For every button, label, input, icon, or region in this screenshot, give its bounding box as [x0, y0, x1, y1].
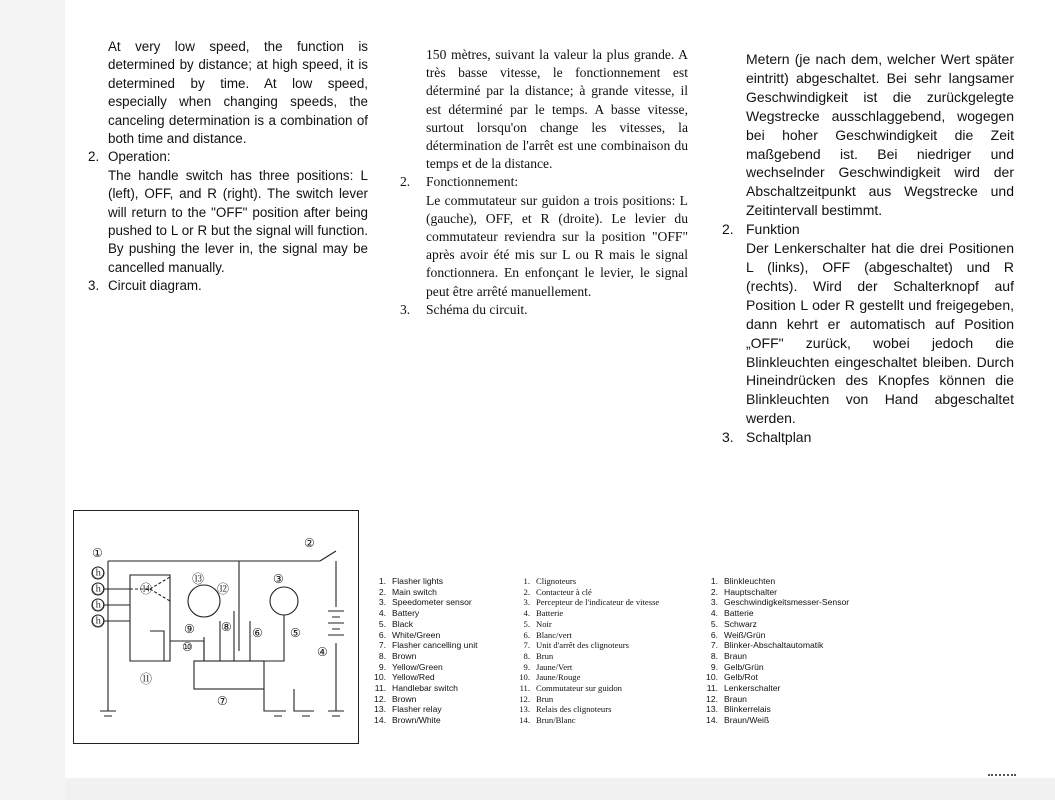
- callout-13: ⑬: [192, 572, 205, 586]
- legend-list: [512, 576, 659, 726]
- legend-text: Brun/Blanc: [536, 715, 576, 726]
- legend-item: [700, 672, 849, 683]
- item-number: 3.: [88, 278, 100, 294]
- legend-number: 9.: [523, 661, 530, 672]
- legend-number: 3.: [523, 597, 530, 608]
- legend-number: 11.: [706, 683, 718, 694]
- legend-item: [368, 662, 478, 673]
- legend-number: 3.: [710, 597, 718, 608]
- legend-item: [368, 619, 478, 630]
- battery-symbol: [328, 611, 344, 635]
- item-number: 2.: [722, 221, 734, 238]
- item-number: 3.: [400, 301, 411, 317]
- legend-number: 11.: [374, 683, 386, 694]
- english-item-circuit: [88, 277, 368, 295]
- legend-text: White/Green: [392, 629, 441, 640]
- legend-item: [700, 694, 849, 705]
- legend-number: 10.: [374, 672, 386, 683]
- legend-number: 2.: [378, 586, 386, 597]
- callout-7: ⑦: [217, 694, 228, 708]
- legend-text: Blinkleuchten: [724, 576, 776, 586]
- german-item-operation: [722, 220, 1014, 428]
- callout-2: ②: [304, 536, 315, 550]
- legend-item: [512, 597, 659, 608]
- legend-number: 1.: [710, 576, 718, 586]
- legend-text: Percepteur de l'indicateur de vitesse: [536, 597, 660, 608]
- item-body: Le commutateur sur guidon a trois positions: L (gauche), OFF, et R (droite). Le levier du commutateur reviendra sur la position "OFF" après avoir été mis sur L ou R mais le signal fonctionnera. En enfonçant le levier, le signal peut être arrêté manuellement.: [426, 192, 688, 299]
- legend-number: 9.: [710, 661, 718, 672]
- legend-text: Gelb/Rot: [724, 672, 758, 683]
- german-intro: Metern (je nach dem, welcher Wert später eintritt) abgeschaltet. Bei sehr langsamer Geschwindigkeit ist die zurückgelegte Wegstrecke ausschlaggebend, wogegen bei hoher Geschwindigkeit die Zeit maßgebend ist. Bei niedriger und wechselnder Geschwindigkeit wird der Abschaltzeitpunkt aus Wegstrecke und Zeitintervall bestimmt.: [746, 51, 1014, 219]
- legend-item: [700, 651, 849, 662]
- cancelling-unit-wires: [204, 611, 284, 661]
- legend-item: [368, 704, 478, 715]
- circuit-diagram: [73, 510, 359, 744]
- legend-item: [700, 662, 849, 673]
- english-item-operation: [88, 148, 368, 277]
- legend-text: Brown/White: [392, 715, 441, 726]
- english-intro: At very low speed, the function is determined by distance; at high speed, it is determined by time. At low speed, especially when changing speeds, the canceling determination is a combination of both time and distance.: [108, 39, 368, 147]
- legend-number: 1.: [523, 576, 530, 586]
- legend-number: 14.: [519, 715, 530, 726]
- french-intro: 150 mètres, suivant la valeur la plus grande. A très basse vitesse, le fonctionnement est déterminé par la distance; à grande vitesse, il est déterminé par le temps. A basse vitesse, surtout lorsqu'on change les vitesses, la détermination de l'arrêt est une combinaison du temps et de la distance.: [426, 47, 688, 172]
- legend-number: 14.: [706, 715, 718, 726]
- legend-item: [512, 608, 659, 619]
- legend-item: [512, 651, 659, 662]
- legend-text: Yellow/Red: [392, 672, 435, 683]
- legend-text: Noir: [536, 618, 552, 629]
- callout-1: ①: [92, 546, 103, 560]
- legend-item: [700, 704, 849, 715]
- french-item-operation: [400, 173, 688, 300]
- legend-item: [700, 597, 849, 608]
- legend-text: Speedometer sensor: [392, 597, 472, 608]
- legend-item: [700, 587, 849, 598]
- main-switch-contact: [320, 551, 336, 561]
- legend-number: 4.: [710, 608, 718, 619]
- lamp-symbol: ⓗ: [92, 582, 105, 596]
- legend-number: 11.: [519, 683, 530, 694]
- scan-bottom-strip: [65, 778, 1055, 800]
- legend-item: [368, 576, 478, 587]
- legend-item: [368, 683, 478, 694]
- legend-number: 4.: [378, 608, 386, 619]
- legend-number: 14.: [374, 715, 386, 726]
- legend-item: [368, 587, 478, 598]
- item-number: 2.: [88, 149, 100, 165]
- legend-number: 6.: [523, 629, 530, 640]
- legend-number: 5.: [523, 618, 530, 629]
- legend-number: 12.: [706, 693, 718, 704]
- legend-item: [700, 640, 849, 651]
- callout-5: ⑤: [290, 626, 301, 640]
- lamp-symbol: ⓗ: [92, 598, 105, 612]
- legend-text: Flasher lights: [392, 576, 444, 586]
- legend-text: Flasher cancelling unit: [392, 640, 478, 651]
- legend-item: [368, 672, 478, 683]
- legend-text: Jaune/Vert: [536, 661, 573, 672]
- legend-text: Braun/Weiß: [724, 715, 770, 726]
- circuit-diagram-svg: [74, 511, 358, 743]
- item-title: Funktion: [746, 221, 800, 238]
- callout-3: ③: [273, 572, 284, 586]
- legend-item: [512, 640, 659, 651]
- legend-text: Hauptschalter: [724, 586, 778, 597]
- legend-item: [512, 576, 659, 587]
- legend-french: [512, 576, 659, 726]
- callout-8: ⑧: [221, 620, 232, 634]
- legend-text: Lenkerschalter: [724, 683, 781, 694]
- item-title: Circuit diagram.: [108, 278, 202, 294]
- legend-text: Batterie: [536, 608, 564, 619]
- ground-symbol: [270, 711, 286, 716]
- legend-number: 5.: [378, 618, 386, 629]
- legend-text: Braun: [724, 693, 747, 704]
- legend-text: Main switch: [392, 586, 437, 597]
- item-title: Schéma du circuit.: [426, 301, 528, 317]
- legend-item: [368, 715, 478, 726]
- french-column: [400, 46, 688, 319]
- legend-item: [700, 715, 849, 726]
- legend-text: Unit d'arrêt des clignoteurs: [536, 640, 629, 651]
- item-title: Fonctionnement:: [426, 174, 519, 190]
- lamp-symbol: ⓗ: [92, 566, 105, 580]
- legend-german: [700, 576, 849, 726]
- legend-number: 10.: [519, 672, 530, 683]
- legend-text: Batterie: [724, 608, 754, 619]
- callout-12: ⑫: [217, 582, 230, 596]
- legend-text: Brown: [392, 693, 417, 704]
- legend-item: [700, 576, 849, 587]
- legend-text: Yellow/Green: [392, 661, 443, 672]
- legend-number: 12.: [519, 693, 530, 704]
- legend-text: Geschwindigkeitsmesser-Sensor: [724, 597, 850, 608]
- ground-symbol: [328, 711, 344, 716]
- callout-14: ⑭: [140, 582, 153, 596]
- german-column: [722, 50, 1014, 447]
- legend-text: Blinkerrelais: [724, 704, 771, 715]
- legend-list: [368, 576, 478, 726]
- legend-item: [368, 694, 478, 705]
- legend-item: [368, 608, 478, 619]
- callout-4: ④: [317, 645, 328, 659]
- legend-text: Blinker-Abschaltautomatik: [724, 640, 824, 651]
- legend-text: Relais des clignoteurs: [536, 704, 612, 715]
- ground-symbol: [298, 711, 314, 716]
- item-body: Der Lenkerschalter hat die drei Positionen L (links), OFF (abgeschaltet) und R (rechts). Wird der Schalterknopf auf Position L oder R gestellt und freigegeben, dann kehrt er automatisch auf Position „OFF" zurück, wobei jedoch die Blinkleuchten eingeschaltet bleiben. Durch Hineindrücken des Knopfes können die Blinkleuchten von Hand abgeschaltet werden.: [746, 240, 1014, 427]
- french-item-circuit: [400, 301, 688, 319]
- legend-text: Brun: [536, 650, 554, 661]
- legend-number: 12.: [374, 693, 386, 704]
- legend-item: [700, 683, 849, 694]
- ground-symbol: [100, 711, 116, 716]
- legend-item: [368, 597, 478, 608]
- legend-item: [512, 704, 659, 715]
- item-number: 3.: [722, 429, 734, 446]
- item-number: 2.: [400, 174, 411, 190]
- legend-item: [700, 619, 849, 630]
- legend-number: 13.: [706, 704, 718, 715]
- legend-text: Battery: [392, 608, 420, 619]
- legend-text: Brown: [392, 650, 417, 661]
- legend-text: Brun: [536, 693, 554, 704]
- legend-item: [512, 662, 659, 673]
- legend-number: 6.: [710, 629, 718, 640]
- legend-text: Commutateur sur guidon: [536, 683, 622, 694]
- lamp-symbol: ⓗ: [92, 614, 105, 628]
- legend-item: [368, 630, 478, 641]
- legend-number: 9.: [378, 661, 386, 672]
- callout-9: ⑨: [184, 622, 195, 636]
- legend-item: [368, 640, 478, 651]
- legend-text: Handlebar switch: [392, 683, 458, 694]
- legend-number: 2.: [523, 586, 530, 597]
- item-title: Operation:: [108, 149, 171, 165]
- legend-item: [512, 672, 659, 683]
- legend-item: [512, 715, 659, 726]
- legend-number: 8.: [523, 650, 530, 661]
- legend-item: [512, 619, 659, 630]
- legend-number: 7.: [523, 640, 530, 651]
- scan-left-margin: [0, 0, 65, 800]
- legend-text: Contacteur à clé: [536, 586, 592, 597]
- legend-item: [512, 694, 659, 705]
- legend-number: 8.: [378, 650, 386, 661]
- legend-number: 10.: [706, 672, 718, 683]
- german-item-circuit: [722, 428, 1014, 447]
- legend-list: [700, 576, 849, 726]
- callout-10: ⑩: [182, 640, 193, 654]
- legend-number: 1.: [378, 576, 386, 586]
- legend-text: Flasher relay: [392, 704, 442, 715]
- legend-text: Braun: [724, 650, 747, 661]
- legend-number: 2.: [710, 586, 718, 597]
- legend-text: Blanc/vert: [536, 629, 572, 640]
- page-number-fragment: [988, 774, 1016, 779]
- legend-number: 8.: [710, 650, 718, 661]
- legend-text: Gelb/Grün: [724, 661, 764, 672]
- legend-text: Jaune/Rouge: [536, 672, 581, 683]
- legend-number: 5.: [710, 618, 718, 629]
- legend-item: [512, 587, 659, 598]
- item-title: Schaltplan: [746, 429, 812, 446]
- legend-number: 13.: [519, 704, 530, 715]
- legend-number: 7.: [378, 640, 386, 651]
- ground-wires: [264, 689, 306, 711]
- legend-number: 3.: [378, 597, 386, 608]
- handlebar-switch-box: [104, 575, 170, 661]
- callout-11: ⑪: [140, 672, 153, 686]
- speedometer-sensor-body: [270, 587, 298, 615]
- legend-number: 6.: [378, 629, 386, 640]
- legend-text: Black: [392, 618, 414, 629]
- legend-text: Clignoteurs: [536, 576, 577, 586]
- english-column: [88, 38, 368, 296]
- legend-item: [700, 630, 849, 641]
- legend-number: 13.: [374, 704, 386, 715]
- legend-text: Weiß/Grün: [724, 629, 766, 640]
- legend-item: [368, 651, 478, 662]
- legend-item: [512, 683, 659, 694]
- item-body: The handle switch has three positions: L (left), OFF, and R (right). The switch lever will return to the "OFF" position after being pushed to L or R but the signal will function. By pushing the lever in, the signal may be cancelled manually.: [108, 167, 368, 275]
- legend-number: 7.: [710, 640, 718, 651]
- legend-english: [368, 576, 478, 726]
- legend-text: Schwarz: [724, 618, 757, 629]
- callout-6: ⑥: [252, 626, 263, 640]
- flasher-cancelling-unit: [194, 661, 264, 689]
- legend-item: [700, 608, 849, 619]
- flasher-relay-body: [188, 585, 220, 617]
- handlebar-switch-wire: [150, 631, 164, 661]
- legend-number: 4.: [523, 608, 530, 619]
- legend-item: [512, 630, 659, 641]
